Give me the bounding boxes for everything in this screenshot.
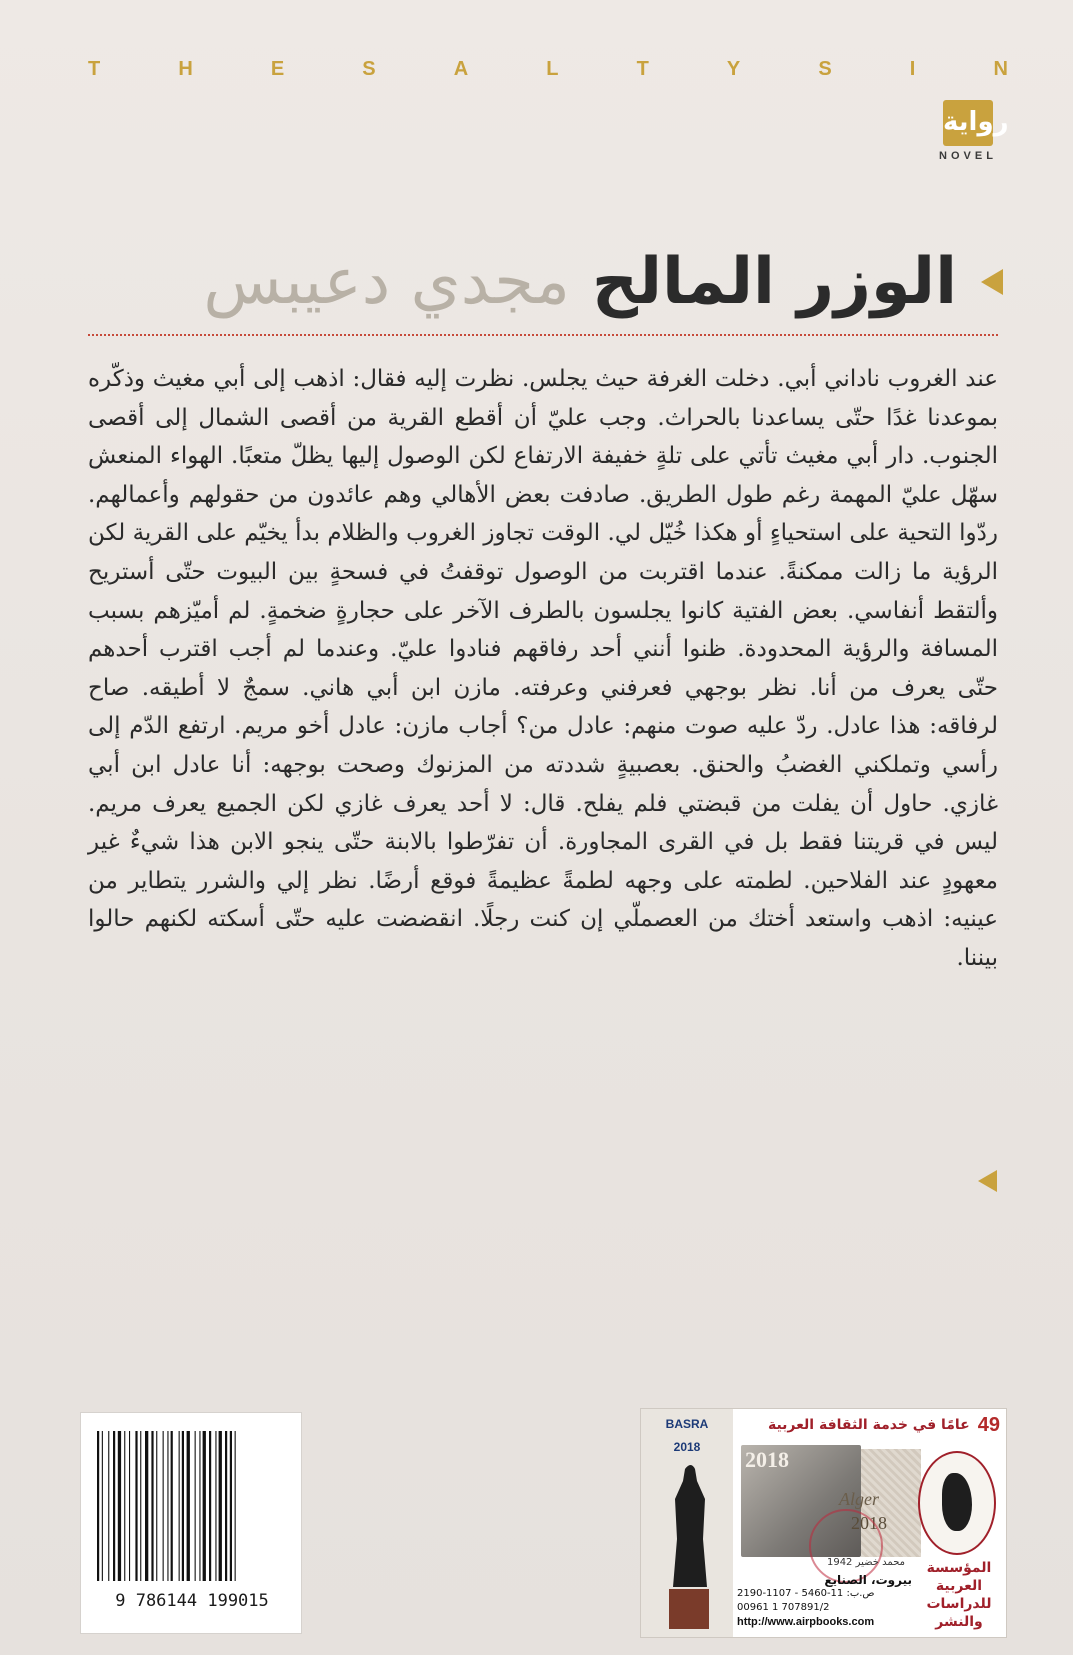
stamp-basra-panel <box>641 1409 733 1637</box>
barcode-bars-icon <box>95 1431 285 1581</box>
bird-emblem-icon <box>918 1451 996 1555</box>
dotted-divider <box>88 334 998 336</box>
publisher-url: http://www.airpbooks.com <box>737 1616 875 1628</box>
novel-logo <box>933 100 1009 162</box>
stamp-basra-label: BASRA <box>665 1417 709 1431</box>
publisher-name-line: العربية <box>935 1578 983 1594</box>
series-letter: L <box>546 58 559 80</box>
series-letter: T <box>636 58 649 80</box>
stamp-banner-text: عامًا في خدمة الثقافة العربية <box>767 1417 970 1433</box>
stamp-photo-year: 2018 <box>745 1447 789 1472</box>
series-letter: T <box>88 58 101 80</box>
publisher-name <box>918 1559 1000 1631</box>
publisher-name-line: للدراسات <box>926 1596 992 1612</box>
stamp-banner <box>735 1409 1006 1441</box>
series-letter: S <box>362 58 376 80</box>
series-letter: E <box>270 58 285 80</box>
arrow-left-icon <box>978 1170 997 1192</box>
address-arabic: بيروت، الصنايع <box>824 1573 912 1587</box>
stamp-years-number: 49 <box>977 1413 1000 1436</box>
address-po-box: 2190-1107 - ص.ب: 11-5460 <box>737 1588 875 1599</box>
stamp-city: Alger <box>839 1489 879 1509</box>
stamp-city-year: 2018 <box>851 1513 887 1533</box>
novel-logo-label: NOVEL <box>939 150 997 162</box>
publisher-name-line: المؤسسة <box>926 1560 992 1576</box>
series-letter: Y <box>726 58 741 80</box>
series-letter: H <box>178 58 193 80</box>
series-title <box>88 58 1008 81</box>
series-letter: A <box>453 58 469 80</box>
address-phone: 00961 1 707891/2 <box>737 1602 830 1613</box>
book-title: الوزر المالح <box>591 245 957 319</box>
series-letter: N <box>993 58 1008 80</box>
blurb-text: عند الغروب ناداني أبي. دخلت الغرفة حيث يجلس. نظرت إليه فقال: اذهب إلى أبي مغيث وذكّره بموعدنا غدًا حتّى يساعدنا بالحراث. وجب عليّ أن أقطع القرية من أقصى الشمال إلى أقصى الجنوب. دار أبي مغيث تأتي على تلةٍ خفيفة الارتفاع لكن الوصول إليها يظلّ متعبًا. الهواء المنعش سهّل عليّ المهمة رغم طول الطريق. صادفت بعض الأهالي وهم عائدون من حقولهم وأعمالهم. ردّوا التحية على استحياءٍ أو هكذا خُيّل لي. الوقت تجاوز الغروب والظلام بدأ يخيّم على القرية لكن الرؤية ما زالت ممكنةً. عندما اقتربت من الوصول توقفتُ في فسحةٍ بين البيوت حتّى أستريح وألتقط أنفاسي. بعض الفتية كانوا يجلسون بالطرف الآخر على حجارةٍ ضخمةٍ. لم أميّزهم بسبب المسافة والرؤية المحدودة. ظنوا أنني أحد رفاقهم فنادوا عليّ. وعندما لم أجب اقترب أحدهم حتّى يعرف من أنا. نظر بوجهي فعرفني وعرفته. مازن ابن أبي هاني. سمجٌ لا أطيقه. صاح لرفاقه: هذا عادل. ردّ عليه صوت منهم: عادل من؟ أجاب مازن: عادل أخو مريم. ارتفع الدّم إلى رأسي وتملكني الغضبُ والحنق. بعصبيةٍ شددته من المزنوك وصحت بوجهه: أنا عادل ابن أبي غازي. حاول أن يفلت من قبضتي فلم يفلح. قال: لا أحد يعرف غازي لكن الجميع يعرف مريم. ليس في قريتنا فقط بل في القرى المجاورة. أن تفرّطوا بالابنة حتّى ينجو الابن هذا شيءٌ غير معهودٍ عند الفلاحين. لطمته على وجهه لطمةً عظيمةً فوقع أرضًا. نظر إلي والشرر يتطاير من عينيه: اذهب واستعد أختك من العصملّي إن كنت رجلًا. انقضضت عليه حتّى أسكته لكنهم حالوا بيننا. <box>88 366 999 971</box>
stamp-basra-year: 2018 <box>673 1440 701 1454</box>
novel-logo-mark: رواية <box>943 100 993 146</box>
series-letter: I <box>909 58 916 80</box>
barcode <box>80 1412 302 1634</box>
series-letter: S <box>818 58 832 80</box>
postmark-icon <box>809 1509 883 1583</box>
title-row <box>80 232 1003 332</box>
arrow-left-icon <box>981 269 1003 295</box>
commemorative-stamp <box>640 1408 1007 1638</box>
statue-icon <box>661 1459 717 1629</box>
isbn-number: 9 786144 199015 <box>115 1591 269 1611</box>
stamp-caption: محمد خضير 1942 <box>826 1557 906 1568</box>
author-name: مجدي دعيبس <box>203 245 570 319</box>
publisher-address <box>737 1573 912 1629</box>
publisher-name-line: والنشر <box>935 1614 983 1630</box>
